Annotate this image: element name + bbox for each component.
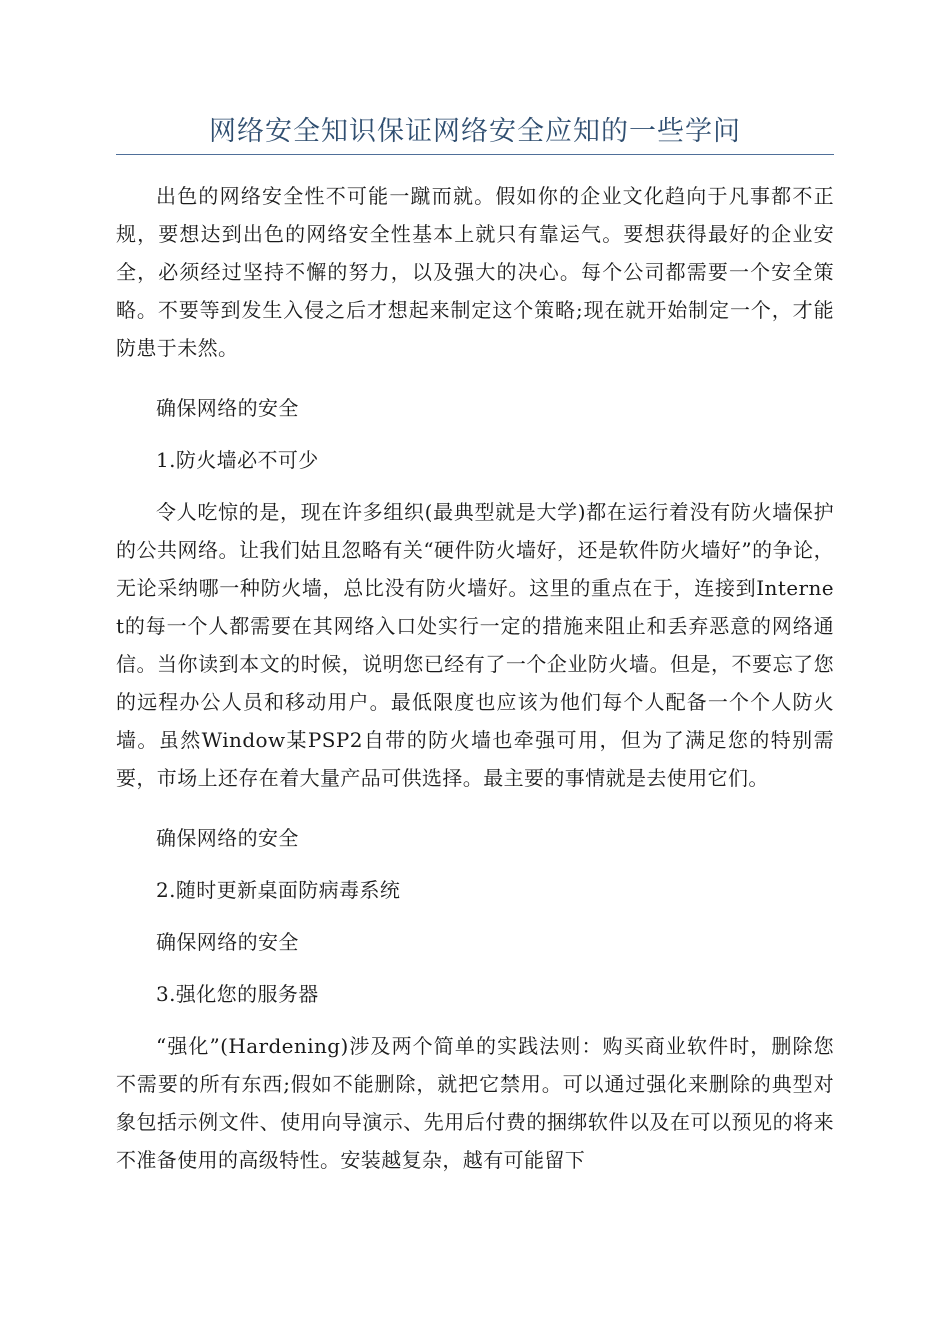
hardening-paragraph: “强化”(Hardening)涉及两个简单的实践法则：购买商业软件时，删除您不需要的所有东西;假如不能删除，就把它禁用。可以通过强化来删除的典型对象包括示例文件、使用向导演示、先用后付费的捆绑软件以及在可以预见的将来不准备使用的高级特性。安装越复杂，越有可能留下 bbox=[116, 1034, 834, 1172]
section-heading: 确保网络的安全 bbox=[156, 826, 299, 850]
subheading-firewall: 1.防火墙必不可少 bbox=[156, 448, 319, 472]
document-page bbox=[116, 112, 834, 1179]
section-heading: 确保网络的安全 bbox=[156, 396, 299, 420]
document-title: 网络安全知识保证网络安全应知的一些学问 bbox=[116, 112, 834, 155]
intro-paragraph: 出色的网络安全性不可能一蹴而就。假如你的企业文化趋向于凡事都不正规，要想达到出色的网络安全性基本上就只有靠运气。要想获得最好的企业安全，必须经过坚持不懈的努力，以及强大的决心。每个公司都需要一个安全策略。不要等到发生入侵之后才想起来制定这个策略;现在就开始制定一个，才能防患于未然。 bbox=[116, 184, 834, 360]
subheading-harden-server: 3.强化您的服务器 bbox=[156, 982, 319, 1006]
section-heading: 确保网络的安全 bbox=[156, 930, 299, 954]
subheading-antivirus: 2.随时更新桌面防病毒系统 bbox=[156, 878, 401, 902]
firewall-paragraph: 令人吃惊的是，现在许多组织(最典型就是大学)都在运行着没有防火墙保护的公共网络。让我们姑且忽略有关“硬件防火墙好，还是软件防火墙好”的争论，无论采纳哪一种防火墙，总比没有防火墙好。这里的重点在于，连接到Internet的每一个人都需要在其网络入口处实行一定的措施来阻止和丢弃恶意的网络通信。当你读到本文的时候，说明您已经有了一个企业防火墙。但是，不要忘了您的远程办公人员和移动用户。最低限度也应该为他们每个人配备一个个人防火墙。虽然Window某PSP2自带的防火墙也牵强可用，但为了满足您的特别需要，市场上还存在着大量产品可供选择。最主要的事情就是去使用它们。 bbox=[116, 500, 834, 790]
